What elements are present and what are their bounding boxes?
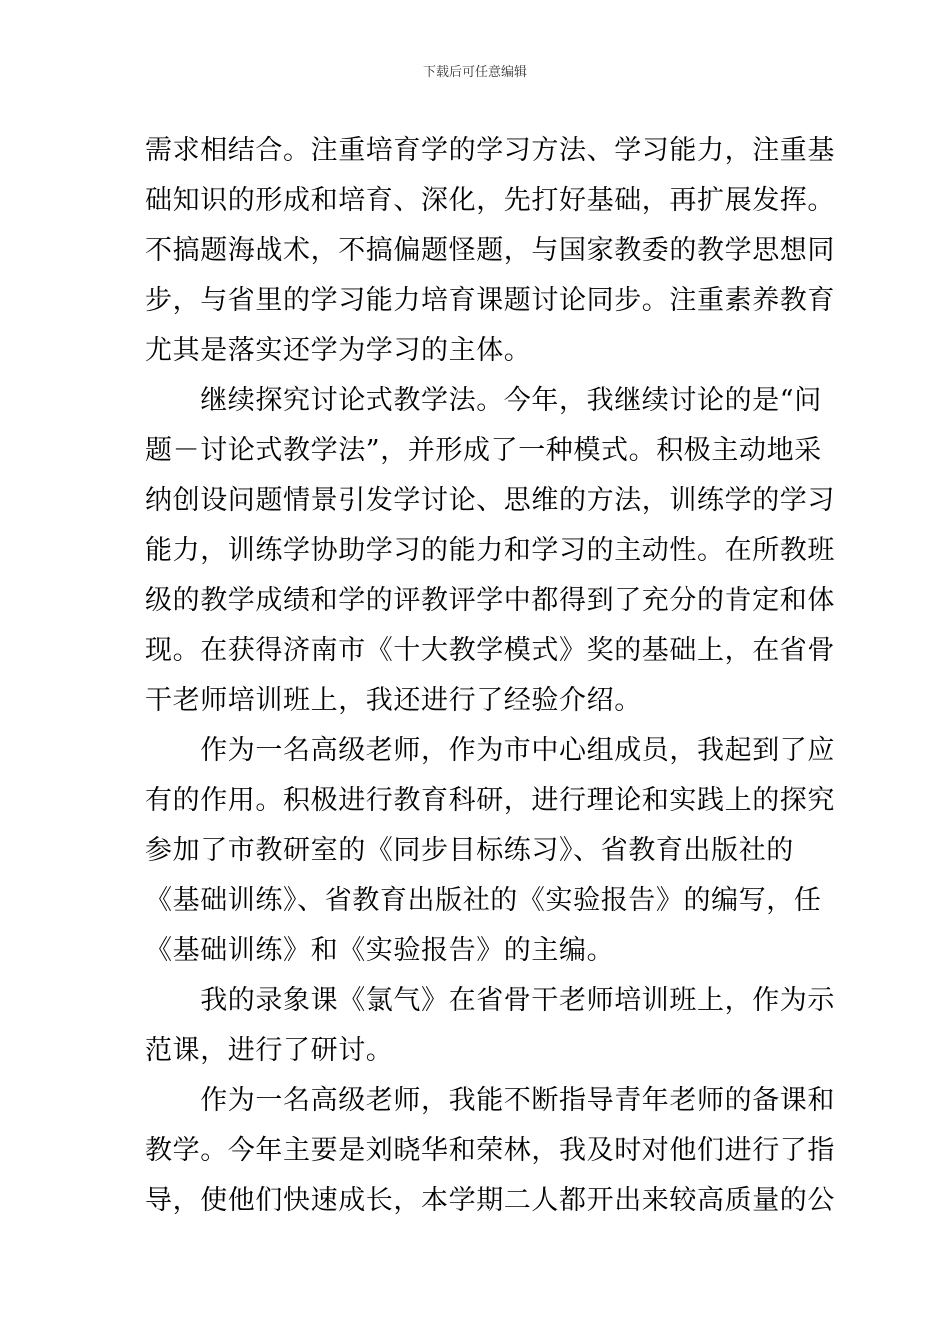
text-line: 题－讨论式教学法”，并形成了一种模式。积极主动地采 [145,435,822,466]
paragraph-3 [145,726,835,976]
text-line: 纳创设问题情景引发学讨论、思维的方法，训练学的学习 [145,485,835,516]
text-line: 级的教学成绩和学的评教评学中都得到了充分的肯定和体 [145,585,835,616]
text-line: 我的录象课《氯气》在省骨干老师培训班上，作为示 [145,985,835,1016]
page-header: 下载后可任意编辑 [422,65,527,80]
text-line: 尤其是落实还学为学习的主体。 [145,335,532,366]
text-line: 础知识的形成和培育、深化，先打好基础，再扩展发挥。 [145,185,835,216]
text-line: 现。在获得济南市《十大教学模式》奖的基础上，在省骨 [145,635,835,666]
text-line: 范课，进行了研讨。 [145,1035,394,1066]
text-line: 不搞题海战术，不搞偏题怪题，与国家教委的教学思想同 [145,235,835,266]
paragraph-1 [145,126,835,376]
text-line: 导，使他们快速成长，本学期二人都开出来较高质量的公 [145,1185,835,1216]
text-line: 继续探究讨论式教学法。今年，我继续讨论的是“问 [145,385,822,416]
text-line: 《基础训练》、省教育出版社的《实验报告》的编写，任 [145,885,822,916]
text-line: 作为一名高级老师，作为市中心组成员，我起到了应 [145,735,835,766]
paragraph-2 [145,376,835,726]
text-line: 步，与省里的学习能力培育课题讨论同步。注重素养教育 [145,285,835,316]
text-line: 《基础训练》和《实验报告》的主编。 [145,935,615,966]
paragraph-4 [145,976,835,1076]
text-line: 有的作用。积极进行教育科研，进行理论和实践上的探究 [145,785,835,816]
text-line: 作为一名高级老师，我能不断指导青年老师的备课和 [145,1085,835,1116]
paragraph-5 [145,1076,835,1226]
document-body [145,126,835,1226]
text-line: 参加了市教研室的《同步目标练习》、省教育出版社的 [145,835,794,866]
text-line: 需求相结合。注重培育学的学习方法、学习能力，注重基 [145,135,835,166]
text-line: 干老师培训班上，我还进行了经验介绍。 [145,685,642,716]
text-line: 能力，训练学协助学习的能力和学习的主动性。在所教班 [145,535,835,566]
text-line: 教学。今年主要是刘晓华和荣林，我及时对他们进行了指 [145,1135,835,1166]
